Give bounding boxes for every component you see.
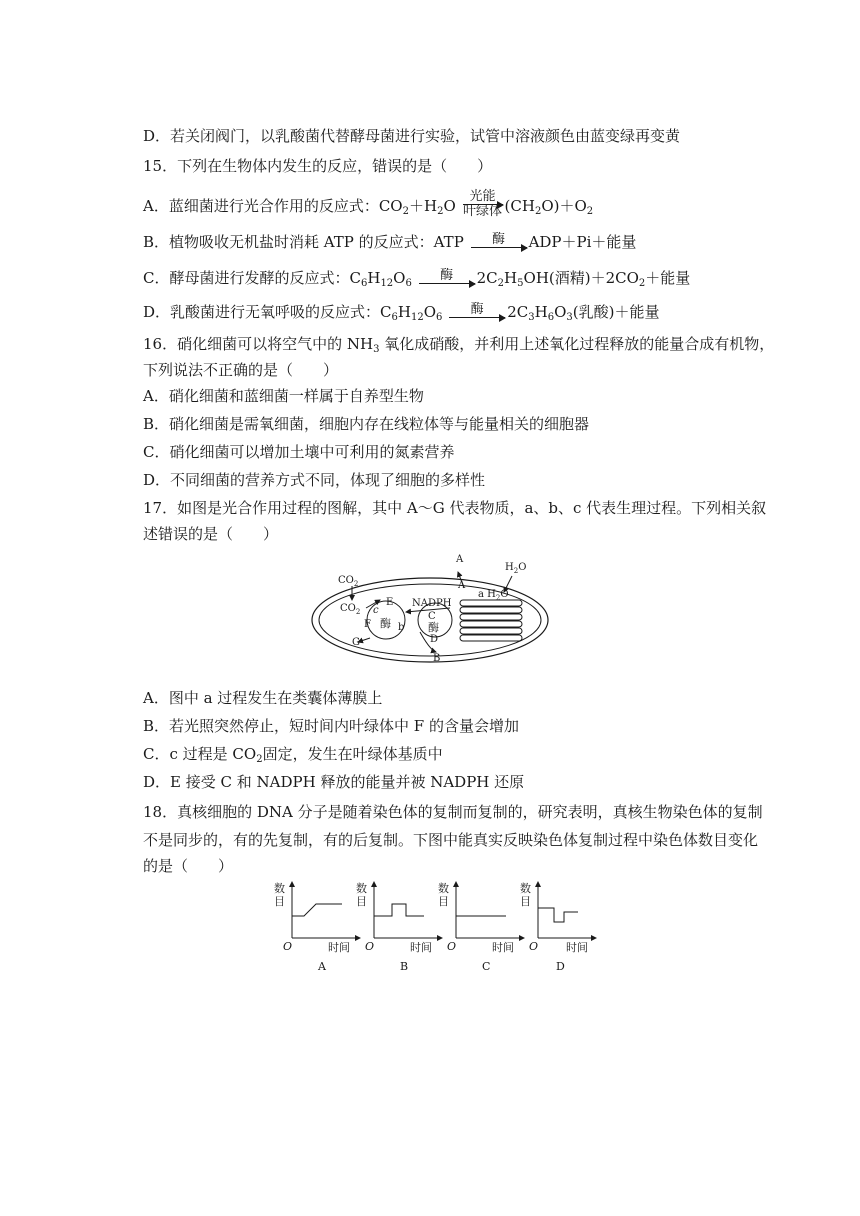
label-c-process: c — [373, 605, 379, 616]
q16-option-d: D．不同细菌的营养方式不同，体现了细胞的多样性 — [143, 471, 486, 489]
label-b-process: b — [398, 622, 405, 633]
label-g: G — [352, 637, 360, 648]
label-enzyme-right: 酶 — [428, 621, 439, 634]
svg-text:时间: 时间 — [328, 941, 350, 954]
q14-option-d: D．若关闭阀门，以乳酸菌代替酵母菌进行实验，试管中溶液颜色由蓝变绿再变黄 — [143, 127, 681, 145]
label-h2o-top: $H_2O$ — [505, 562, 527, 575]
thylakoid-grana-stack — [460, 600, 522, 641]
label-f: F — [364, 619, 371, 630]
svg-text:数: 数 — [356, 882, 367, 895]
q17-option-b: B．若光照突然停止，短时间内叶绿体中 F 的含量会增加 — [143, 717, 519, 735]
q15-option-a: A．蓝细菌进行光合作用的反应式：$CO_2+H_2O$ 光能 叶绿体 $(CH_2O)+O_2$ — [143, 189, 594, 219]
label-a-h2o: a $H_2O$ — [478, 589, 509, 602]
svg-text:O: O — [529, 940, 539, 953]
graph-d — [520, 881, 596, 973]
graph-b — [356, 881, 442, 973]
q16-option-b: B．硝化细菌是需氧细菌，细胞内存在线粒体等与能量相关的细胞器 — [143, 415, 590, 433]
svg-text:时间: 时间 — [410, 941, 432, 954]
q17-stem-line2: 述错误的是（ ） — [143, 525, 279, 543]
q18-stem-line1: 18．真核细胞的 DNA 分子是随着染色体的复制而复制的，研究表明，真核生物染色体的复制 — [143, 803, 763, 821]
reaction-arrow: 光能 叶绿体 — [463, 189, 503, 219]
q16-option-a: A．硝化细菌和蓝细菌一样属于自养型生物 — [143, 387, 424, 405]
q18-stem-line2: 不是同步的，有的先复制，有的后复制。下图中能真实反映染色体复制过程中染色体数目变化 — [143, 831, 759, 849]
label-enzyme-left: 酶 — [380, 617, 391, 630]
q17-option-c: C．c 过程是 $CO_2$固定，发生在叶绿体基质中 — [143, 745, 443, 765]
svg-text:数: 数 — [520, 882, 531, 895]
svg-text:目: 目 — [438, 895, 449, 908]
label-nadph: NADPH — [412, 598, 452, 609]
graph-a — [274, 881, 360, 973]
label-co2-left: $CO_2$ — [340, 603, 361, 616]
reaction-arrow: 酶 — [471, 232, 527, 248]
q16-stem-line1: 16．硝化细菌可以将空气中的 $NH_3$ 氧化成硝酸，并利用上述氧化过程释放的能量合成有机物， — [143, 335, 775, 355]
svg-text:B: B — [400, 960, 409, 973]
q15-option-b: B．植物吸收无机盐时消耗 ATP 的反应式：ATP 酶 ADP＋Pi＋能量 — [143, 232, 637, 251]
graph-b-curve — [374, 904, 424, 916]
svg-text:A: A — [318, 960, 326, 973]
label-a-mid: A — [458, 580, 466, 591]
label-e: E — [386, 597, 394, 608]
q17-option-d: D．E 接受 C 和 NADPH 释放的能量并被 NADPH 还原 — [143, 773, 525, 791]
svg-text:O: O — [365, 940, 375, 953]
q18-graphs — [270, 878, 600, 976]
q15-option-c: C．酵母菌进行发酵的反应式：$C_6H_{12}O_6$ 酶 $2C_2H_5OH$(酒精)$+2CO_2+$能量 — [143, 268, 691, 289]
graph-d-curve — [538, 908, 578, 922]
svg-text:O: O — [283, 940, 293, 953]
label-a-top: A — [456, 554, 464, 565]
graph-a-curve — [292, 904, 342, 916]
q18-stem-line3: 的是（ ） — [143, 857, 234, 875]
svg-text:D: D — [556, 960, 565, 973]
label-c: C — [428, 611, 436, 622]
label-b: B — [433, 653, 441, 664]
q17-option-a: A．图中 a 过程发生在类囊体薄膜上 — [143, 689, 383, 707]
svg-text:C: C — [482, 960, 491, 973]
svg-text:目: 目 — [274, 895, 285, 908]
svg-text:时间: 时间 — [566, 941, 588, 954]
q16-option-c: C．硝化细菌可以增加土壤中可利用的氮素营养 — [143, 443, 455, 461]
reaction-arrow: 酶 — [419, 268, 475, 284]
q15-option-d: D．乳酸菌进行无氧呼吸的反应式：$C_6H_{12}O_6$ 酶 $2C_3H_6O_3$(乳酸)＋能量 — [143, 302, 660, 323]
label-d: D — [430, 634, 439, 645]
reaction-arrow: 酶 — [449, 302, 505, 318]
svg-text:目: 目 — [356, 895, 367, 908]
svg-text:目: 目 — [520, 895, 531, 908]
q15-stem: 15．下列在生物体内发生的反应，错误的是（ ） — [143, 157, 493, 175]
svg-text:时间: 时间 — [492, 941, 514, 954]
photosynthesis-diagram — [300, 548, 560, 666]
graph-c — [438, 881, 524, 973]
q17-stem-line1: 17．如图是光合作用过程的图解，其中 A～G 代表物质，a、b、c 代表生理过程。下列相关叙 — [143, 499, 767, 517]
svg-text:数: 数 — [438, 882, 449, 895]
q16-stem-line2: 下列说法不正确的是（ ） — [143, 361, 339, 379]
svg-text:O: O — [447, 940, 457, 953]
label-co2-top: $CO_2$ — [338, 575, 359, 588]
svg-text:数: 数 — [274, 882, 285, 895]
